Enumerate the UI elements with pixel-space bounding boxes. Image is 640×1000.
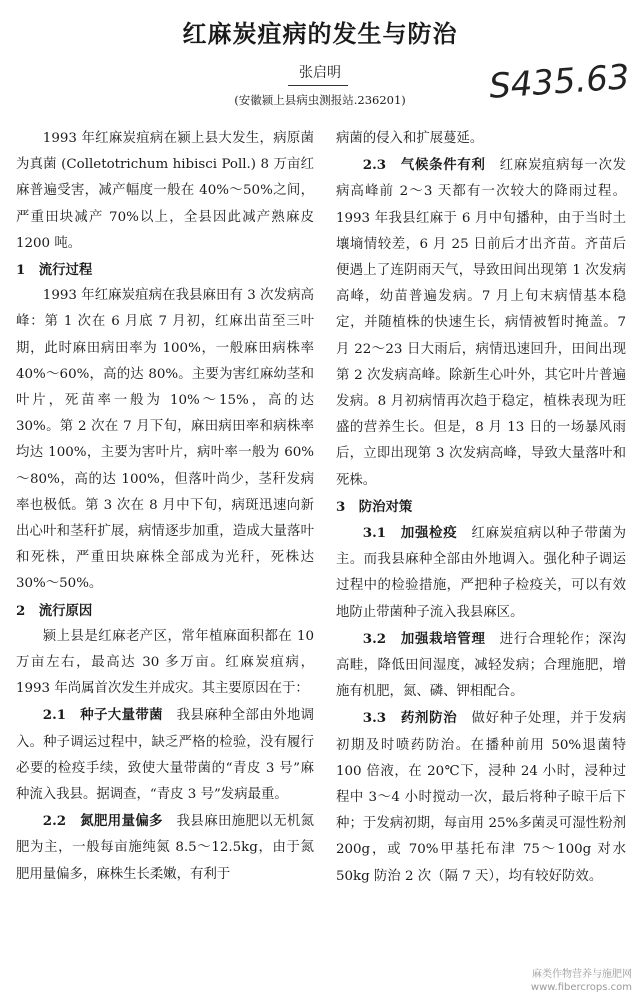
subsection-paragraph — [16, 702, 314, 808]
subsection-text: 我县麻种全部由外地调入。种子调运过程中，缺乏严格的检验，没有履行必要的检疫手续，致使大量带菌的“青皮 3 号”麻种流入我县。据调查，“青皮 3 号”发病最重。 — [16, 708, 314, 803]
right-column — [336, 126, 626, 890]
subsection-text: 红麻炭疽病每一次发病高峰前 2～3 天都有一次较大的降雨过程。1993 年我县红麻于 6 月中旬播种，由于当时土壤墒情较差，6 月 25 日前后才出齐苗。齐苗后便遇上了连阴雨天气，导致田间出现第 1 次发病高峰，幼苗普遍发病。7 月上旬末病情基本稳定，并随植株的快速生长，病情被暂时掩盖。7 月 22～23 日大雨后，病情迅速回升，田间出现第 2 次发病高峰。除新生心叶外，其它叶片普遍发病。8 月初病情再次趋于稳定，植株表现为旺盛的营养生长。但是，8 月 13 日的一场暴风雨后，立即出现第 3 次发病高峰，导致大量落叶和死株。 — [336, 158, 627, 488]
subsection-heading: 3.2 加强栽培管理 — [362, 630, 500, 647]
article-title: 红麻炭疽病的发生与防治 — [182, 19, 458, 48]
author-underline — [288, 85, 348, 86]
watermark — [531, 968, 632, 994]
section-heading: 1 流行过程 — [16, 262, 93, 279]
left-column — [16, 126, 314, 888]
subsection-paragraph — [336, 705, 626, 889]
affiliation: (安徽颍上县病虫测报站.236201) — [234, 93, 406, 107]
section-heading: 3 防治对策 — [336, 498, 413, 515]
subsection-heading: 3.1 加强检疫 — [362, 525, 472, 542]
body-paragraph: 1993 年红麻炭疽病在颍上县大发生，病原菌为真菌 (Colletotrichum hibisci Poll.) 8 万亩红麻普遍受害，减产幅度一般在 40%～50%之间，严重田块减产 70%以上，全县因此减产熟麻皮 1200 吨。 — [16, 131, 314, 251]
subsection-paragraph — [16, 808, 314, 888]
subsection-paragraph — [336, 152, 626, 494]
subsection-heading: 2.2 氮肥用量偏多 — [42, 813, 177, 830]
subsection-text: 红麻炭疽病以种子带菌为主。而我县麻种全部由外地调入。强化种子调运过程中的检验措施，严把种子检疫关，可以有效地防止带菌种子流入我县麻区。 — [336, 526, 627, 620]
subsection-heading: 2.3 气候条件有利 — [362, 157, 500, 174]
handwritten-call-number: S435.63 — [488, 57, 632, 107]
subsection-paragraph — [336, 626, 626, 706]
subsection-text: 我县麻田施肥以无机氮肥为主，一般每亩施纯氮 8.5～12.5kg，由于氮肥用量偏多，麻株生长柔嫩，有利于 — [16, 814, 314, 882]
continued-paragraph: 病菌的侵入和扩展蔓延。 — [336, 131, 484, 146]
subsection-paragraph — [336, 520, 626, 626]
subsection-text: 做好种子处理，并于发病初期及时喷药防治。在播种前用 50%退菌特 100 倍液，在 20℃下，浸种 24 小时，浸种过程中 3～4 小时搅动一次，最后将种子晾干后下种；于发病初期，每亩用 25%多菌灵可湿性粉剂 200g，或 70%甲基托布津 75～100g 对水 50kg 防治 2 次（隔 7 天），均有较好防效。 — [336, 711, 627, 884]
body-paragraph: 颍上县是红麻老产区，常年植麻面积都在 10 万亩左右，最高达 30 多万亩。红麻炭疽病，1993 年尚属首次发生并成灾。其主要原因在于： — [16, 628, 314, 697]
body-paragraph: 1993 年红麻炭疽病在我县麻田有 3 次发病高峰：第 1 次在 6 月底 7 月初，红麻出苗至三叶期，此时麻田病田率为 100%，一般麻田病株率 40%～60%，高的达 80%。主要为害红麻幼茎和叶片，死苗率一般为 10%～15%，高的达 30%。第 2 次在 7 月下旬，麻田病田率和病株率均达 100%，主要为害叶片，病叶率一般为 60%～80%，高的达 100%，但落叶尚少，茎秆发病率也极低。第 3 次在 8 月中下旬，病斑迅速向新出心叶和茎秆扩展，病情逐步加重，造成大量落叶和死株，严重田块麻株全部成为光秆，死株达 30%～50%。 — [16, 288, 314, 592]
section-heading: 2 流行原因 — [16, 602, 93, 619]
subsection-text: 进行合理轮作；深沟高畦，降低田间湿度，减轻发病；合理施肥，增施有机肥，氮、磷、钾相配合。 — [336, 631, 627, 700]
watermark-site-name: 麻类作物营养与施肥网 — [532, 969, 632, 980]
subsection-heading: 3.3 药剂防治 — [362, 710, 472, 727]
subsection-heading: 2.1 种子大量带菌 — [42, 707, 177, 724]
watermark-url: www.fibercrops.com — [530, 982, 632, 993]
author-name: 张启明 — [299, 65, 341, 81]
